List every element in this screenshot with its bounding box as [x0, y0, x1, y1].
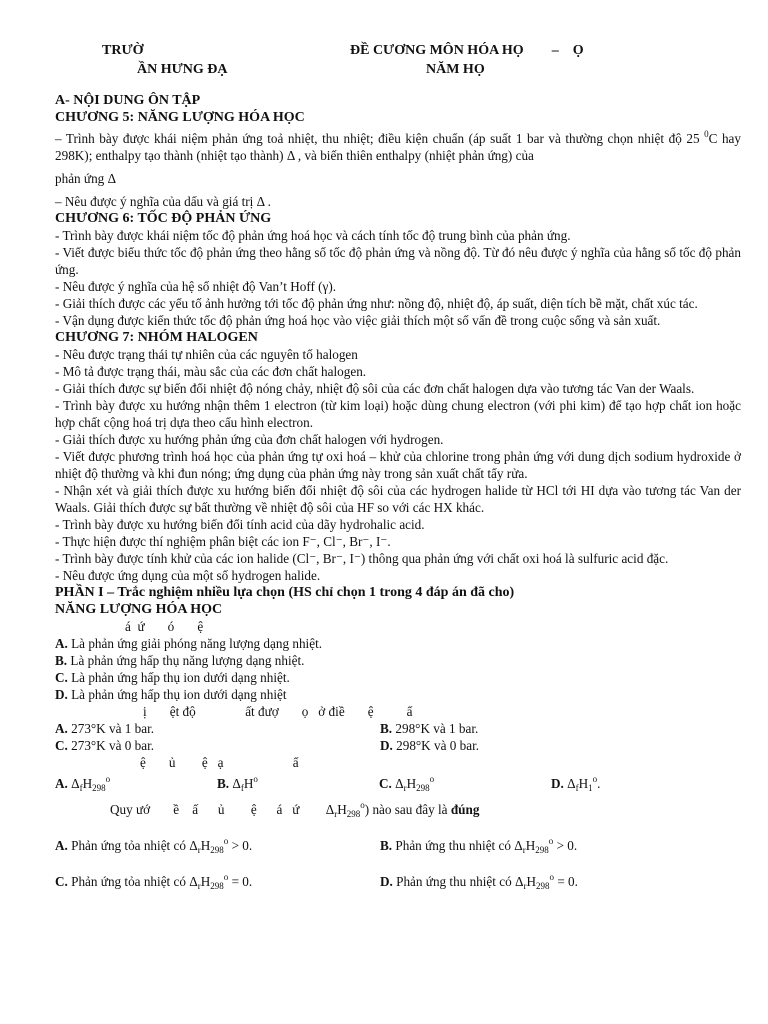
chapter-5-reaction-line: phản ứng Δ — [55, 171, 117, 186]
question-2-option-a: A. 273°K và 1 bar. — [55, 721, 155, 736]
chapter-6-item: - Nêu được ý nghĩa của hệ số nhiệt độ Van’t Hoff (γ). — [55, 279, 337, 294]
document-title: ĐỀ CƯƠNG MÔN HÓA HỌ – Ọ — [350, 43, 584, 58]
question-2-options-row-2 — [55, 737, 741, 754]
question-3-options — [55, 771, 741, 797]
chapter-6-item: - Vận dụng được kiến thức tốc độ phản ứng hoá học vào việc giải thích một số vấn đề trong cuộc sống và sản xuất. — [55, 313, 661, 328]
question-3-stem: ệ ủ ệ ạ ẩ — [140, 755, 299, 770]
question-3-option-c: C. $\Delta_rH_{298}^o$ — [379, 774, 435, 793]
chapter-6-item: - Viết được biểu thức tốc độ phản ứng theo hằng số tốc độ phản ứng và nồng độ. Từ đó nêu được ý nghĩa của hằng số tốc độ phản ứng. — [55, 245, 741, 277]
question-1-option-a: A. Là phản ứng giải phóng năng lượng dạng nhiệt. — [55, 636, 323, 651]
question-4-stem: Quy ướ ề ấ ủ ệ á ứ $\Delta_rH_{298}^o$) nào sau đây là đúng — [110, 800, 480, 819]
chapter-6-item: - Trình bày được khái niệm tốc độ phản ứng hoá học và cách tính tốc độ trung bình của phản ứng. — [55, 228, 571, 243]
question-4-options-row-1 — [55, 833, 741, 859]
document-body — [55, 92, 741, 895]
question-1-option-b: B. Là phản ứng hấp thụ năng lượng dạng nhiệt. — [55, 653, 305, 668]
question-2-option-d: D. 298°K và 0 bar. — [380, 738, 480, 753]
question-1-option-d: D. Là phản ứng hấp thụ ion dưới dạng nhiệt — [55, 687, 287, 702]
chapter-7-item: - Trình bày được xu hướng nhận thêm 1 electron (từ kim loại) hoặc dùng chung electron (với phi kim) để tạo hợp chất ion hoặc hợp chất cộng hoá trị dựa theo cấu hình electron. — [55, 398, 741, 430]
chapter-7-item: - Giải thích được sự biến đổi nhiệt độ nóng chảy, nhiệt độ sôi của các đơn chất halogen dựa vào tương tác Van der Waals. — [55, 381, 695, 396]
chapter-7-item: - Thực hiện được thí nghiệm phân biệt các ion F⁻, Cl⁻, Br⁻, I⁻. — [55, 534, 391, 549]
chapter-6-title: CHƯƠNG 6: TỐC ĐỘ PHẢN ỨNG — [55, 211, 272, 226]
question-1-option-c: C. Là phản ứng hấp thụ ion dưới dạng nhiệt. — [55, 670, 290, 685]
question-1-stem: á ứ ó ệ — [125, 619, 204, 634]
chapter-5-paragraph: – Trình bày được khái niệm phản ứng toả nhiệt, thu nhiệt; điều kiện chuẩn (áp suất 1 bar và thường chọn nhiệt độ 25 $^0$C hay 298K); enthalpy tạo thành (nhiệt tạo thành) Δ , và biến thiên enthalpy (nhiệt phản ứng) của — [55, 129, 741, 163]
chapter-7-item: - Viết được phương trình hoá học của phản ứng tự oxi hoá – khử của chlorine trong phản ứng với dung dịch sodium hydroxide ở nhiệt độ thường và khi đun nóng; ứng dụng của phản ứng này trong sản xuất chất tẩy rửa. — [55, 449, 741, 481]
school-name-line2: ẦN HƯNG ĐẠ — [137, 62, 228, 77]
question-2-stem: ị ệt độ ất đượ ọ ở điề ệ ẩ — [143, 704, 413, 719]
question-4-option-d: D. Phản ứng thu nhiệt có $\Delta_rH_{298}^o = 0$. — [380, 872, 578, 891]
chapter-7-item: - Mô tả được trạng thái, màu sắc của các đơn chất halogen. — [55, 364, 367, 379]
question-3-option-b: B. $\Delta_fH^o$ — [217, 774, 258, 793]
chapter-7-title: CHƯƠNG 7: NHÓM HALOGEN — [55, 330, 258, 345]
question-2-option-b: B. 298°K và 1 bar. — [380, 721, 479, 736]
part-1-title: PHẦN I – Trắc nghiệm nhiều lựa chọn (HS chỉ chọn 1 trong 4 đáp án đã cho) — [55, 585, 515, 600]
question-2-options-row-1 — [55, 720, 741, 737]
chapter-7-item: - Trình bày được xu hướng biến đổi tính acid của dãy hydrohalic acid. — [55, 517, 425, 532]
chapter-5-title: CHƯƠNG 5: NĂNG LƯỢNG HÓA HỌC — [55, 110, 305, 125]
chapter-5-sign-meaning: – Nêu được ý nghĩa của dấu và giá trị Δ . — [55, 194, 271, 209]
school-year: NĂM HỌ — [426, 62, 485, 77]
chapter-7-item: - Nêu được ứng dụng của một số hydrogen halide. — [55, 568, 321, 583]
question-4-option-c: C. Phản ứng tỏa nhiệt có $\Delta_rH_{298}^o = 0$. — [55, 872, 253, 891]
school-name-line1: TRƯỜ — [102, 43, 144, 58]
chapter-7-item: - Nêu được trạng thái tự nhiên của các nguyên tố halogen — [55, 347, 358, 362]
question-3-option-a: A. $\Delta_fH_{298}^o$ — [55, 774, 111, 793]
chapter-7-item: - Nhận xét và giải thích được xu hướng biến đổi nhiệt độ sôi của các hydrogen halide từ HCl tới HI dựa vào tương tác Van der Waals. Giải thích được sự bất thường về nhiệt độ sôi của HF so với các HX khác. — [55, 483, 741, 515]
question-2-option-c: C. 273°K và 0 bar. — [55, 738, 155, 753]
question-3-option-d: D. $\Delta_fH_1^o$. — [551, 774, 601, 793]
chapter-7-item: - Giải thích được xu hướng phản ứng của đơn chất halogen với hydrogen. — [55, 432, 444, 447]
chapter-6-item: - Giải thích được các yếu tố ảnh hưởng tới tốc độ phản ứng như: nồng độ, nhiệt độ, áp suất, diện tích bề mặt, chất xúc tác. — [55, 296, 698, 311]
question-4-options-row-2 — [55, 869, 741, 895]
chapter-7-item: - Trình bày được tính khử của các ion halide (Cl⁻, Br⁻, I⁻) thông qua phản ứng với chất oxi hoá là sulfuric acid đặc. — [55, 551, 669, 566]
question-4-option-b: B. Phản ứng thu nhiệt có $\Delta_rH_{298}^o > 0$. — [380, 836, 578, 855]
section-a-title: A- NỘI DUNG ÔN TẬP — [55, 93, 201, 108]
part-1-subtitle: NĂNG LƯỢNG HÓA HỌC — [55, 602, 223, 617]
question-4-option-a: A. Phản ứng tỏa nhiệt có $\Delta_rH_{298}^o > 0$. — [55, 836, 253, 855]
